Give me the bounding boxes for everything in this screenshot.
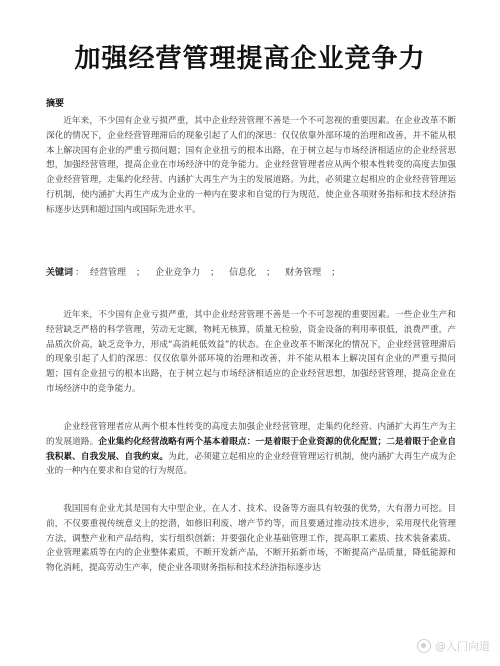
keyword-item: 信息化	[229, 268, 257, 278]
paragraph-2-bold-text: 企业集约化经营战略有两个基本着眼点：一是着眼于企业资源的优化配置；二是着眼于企业自我积累、自我发展、自我约束。	[46, 436, 456, 462]
keyword-separator: ；	[266, 268, 276, 278]
keyword-separator: ；	[210, 268, 220, 278]
keyword-item: 经营管理	[90, 268, 127, 278]
abstract-label: 摘要	[46, 99, 65, 109]
body-paragraph-3: 我国国有企业尤其是国有大中型企业，在人才、技术、设备等方面具有较强的优势，大有潜力可挖。目前，不仅要重视传统意义上的挖潜，如修旧利废、增产节约等，而且要通过推动技术进步，采用现代化管理方法，调整产业和产品结构，实行组织创新；并要强化企业基础管理工作，提高职工素质、技术装备素质、企业管理素质等在内的企业整体素质，不断开发新产品，不断开拓新市场，不断提高产品质量，降低能源和物化消耗，提高劳动生产率，使企业各项财务指标和技术经济指标逐步达	[46, 504, 456, 574]
keywords-row	[46, 265, 456, 278]
abstract-paragraph: 近年来，不少国有企业亏损严重，其中企业经营管理不善是一个不可忽视的重要因素。在企业改革不断深化的情况下，企业经营管理滞后的现象引起了人们的深思：仅仅依靠外部环境的治理和改善，并不能从根本上解决国有企业的严重亏损问题；国有企业扭亏的根本出路，在于树立起与市场经济相适应的企业经营思想，加强经营管理，提高企业在市场经济中的竞争能力。企业经营管理者应从两个根本性转变的高度去加强企业经营管理，走集约化经营、内涵扩大再生产为主的发展道路。为此，必须建立起相应的企业经营管理运行机制，使内涵扩大再生产成为企业的一种内在要求和自觉的行为规范，使企业各项财务指标和技术经济指标逐步达到和超过国内或国际先进水平。	[46, 116, 456, 215]
keywords-label: 关键词	[46, 268, 74, 278]
document-title: 加强经营管理提高企业竞争力	[74, 44, 426, 74]
keyword-item: 财务管理	[285, 268, 322, 278]
body-paragraph-1: 近年来，不少国有企业亏损严重，其中企业经营管理不善是一个不可忽视的重要因素。一些企业生产和经营缺乏严格的科学管理，劳动无定额，物耗无核算，质量无检验，资金设备的利用率很低，浪费严重，产品质次价高，缺乏竞争力，形成“高消耗低效益”的状态。在企业改革不断深化的情况下，企业经营管理滞后的现象引起了人们的深思：仅仅依靠外部环境的治理和改善，并不能从根本上解决国有企业的严重亏损问题；国有企业扭亏的根本出路，在于树立起与市场经济相适应的企业经营思想，加强经营管理，提高企业在市场经济中的竞争能力。	[46, 310, 456, 394]
paragraph-2-text-b: 为此，必须建立起相应的企业经营管理运行机制，使内涵扩大再生产成为企业的一种内在要求和自觉的行为规范。	[46, 451, 456, 477]
keyword-item: 企业竞争力	[155, 268, 201, 278]
watermark-logo-icon	[417, 639, 431, 653]
watermark	[417, 638, 490, 654]
keywords-colon: ：	[75, 268, 85, 278]
keyword-separator: ；	[136, 268, 146, 278]
watermark-text: @入门向道	[435, 640, 490, 653]
keyword-end: ；	[331, 268, 341, 278]
body-paragraph-2	[46, 420, 456, 479]
paragraph-2-text-a: 企业经营管理者应从两个根本性转变的高度去加强企业经营管理，走集约化经营、内涵扩大再生产为主的发展道路。	[46, 422, 456, 447]
